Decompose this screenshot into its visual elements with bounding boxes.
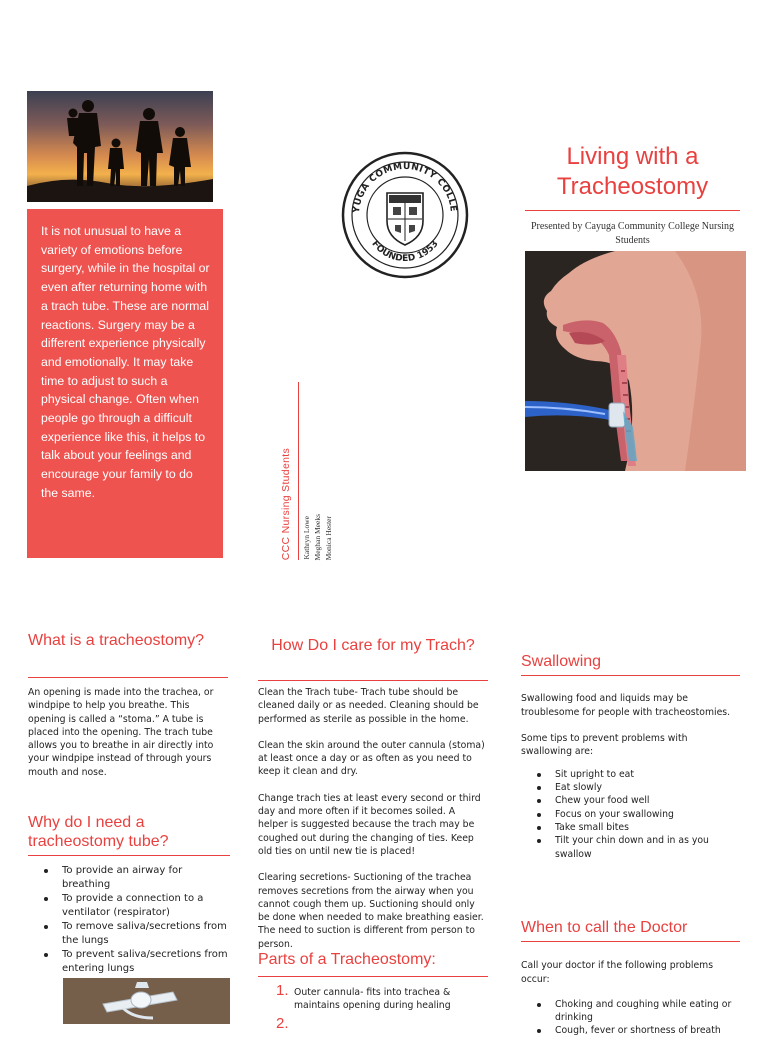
part-text: Outer cannula- fits into trachea & maintains opening during healing xyxy=(294,987,451,1012)
credits-divider xyxy=(298,382,299,560)
doctor-section xyxy=(521,950,740,1038)
what-is-text: An opening is made into the trachea, or windpipe to help you breathe. This opening is called a “stoma.” A tube is placed into the opening. The trach tube allows you to breathe in air directly into your windpipe instead of through yours mouth and nose. xyxy=(28,687,214,778)
credits-panel xyxy=(280,382,340,560)
care-paragraph: Clearing secretions- Suctioning of the trachea removes secretions from the airway when you cannot cough them up. Suctioning should only be done when needed to make breathing easier. The need to suction is different from person to person. xyxy=(258,872,484,950)
title-block xyxy=(525,142,740,202)
swallowing-divider xyxy=(521,675,740,676)
credit-name: Kathryn Lowe xyxy=(302,516,311,560)
list-item: Chew your food well xyxy=(521,794,736,807)
list-item: Focus on your swallowing xyxy=(521,808,736,821)
care-heading: How Do I care for my Trach? xyxy=(271,637,475,654)
list-item: To provide an airway for breathing xyxy=(28,864,233,892)
what-is-heading: What is a tracheostomy? xyxy=(28,632,205,649)
title-divider xyxy=(525,210,740,211)
list-item: Eat slowly xyxy=(521,781,736,794)
list-item: Choking and coughing while eating or drinking xyxy=(521,998,740,1025)
credit-name: Monica Hester xyxy=(324,515,333,560)
credit-name: Meghan Meeks xyxy=(313,513,322,560)
doctor-heading: When to call the Doctor xyxy=(521,919,688,936)
what-is-divider xyxy=(28,677,228,678)
why-need-divider xyxy=(28,855,230,856)
swallowing-tips-intro: Some tips to prevent problems with swallowing are: xyxy=(521,732,688,758)
list-item: Sit upright to eat xyxy=(521,768,736,781)
why-need-list xyxy=(28,864,233,976)
parts-list xyxy=(276,982,488,1032)
care-paragraph: Change trach ties at least every second or third day and more often if it becomes soiled. A helper is suggested because the trach may be coughed out during the changing of ties. Keep old ties on until new tie is placed! xyxy=(258,792,481,857)
brochure-title: Living with a Tracheostomy xyxy=(556,143,709,200)
presented-by-text: Presented by Cayuga Community College Nursing Students xyxy=(530,221,735,246)
list-item: To provide a connection to a ventilator (respirator) xyxy=(28,892,233,920)
why-need-heading: Why do I need a tracheostomy tube? xyxy=(28,814,169,850)
family-silhouette-photo xyxy=(27,91,213,202)
trach-tube-photo xyxy=(63,978,230,1024)
part-number: 2. xyxy=(276,1014,289,1032)
list-item: To remove saliva/secretions from the lungs xyxy=(28,920,233,948)
college-seal-logo xyxy=(341,151,469,279)
list-item: Take small bites xyxy=(521,821,736,834)
seal-top-text: YUGA COMMUNITY COLLE xyxy=(351,161,458,214)
swallowing-section xyxy=(521,683,736,861)
emotions-info-box xyxy=(27,209,223,558)
emotions-text: It is not unusual to have a variety of emotions before surgery, while in the hospital or even after returning home with a trach tube. These are normal reactions. Surgery may be a different experience physically and emotionally. It may take time to adjust to such a physical change. Often when people go through a difficult experience like this, it helps to talk about your feelings and encourage your family to do the same. xyxy=(41,224,210,500)
list-item: Cough, fever or shortness of breath xyxy=(521,1024,740,1037)
care-divider xyxy=(258,680,488,681)
parts-divider xyxy=(258,976,488,977)
credits-title: CCC Nursing Students xyxy=(280,447,292,560)
swallowing-heading: Swallowing xyxy=(521,653,602,670)
care-paragraph: Clean the Trach tube- Trach tube should be cleaned daily or as needed. Cleaning should be performed as sterile as possible in the home. xyxy=(258,687,479,725)
tracheostomy-anatomy-image xyxy=(525,251,746,471)
list-item xyxy=(276,982,488,1013)
swallowing-tips-list xyxy=(521,768,736,861)
care-text xyxy=(258,686,486,964)
swallowing-intro: Swallowing food and liquids may be troublesome for people with tracheostomies. xyxy=(521,693,731,718)
parts-heading: Parts of a Tracheostomy: xyxy=(258,951,436,968)
list-item: Tilt your chin down and in as you swallow xyxy=(521,834,736,861)
doctor-intro: Call your doctor if the following problems occur: xyxy=(521,960,714,985)
part-number: 1. xyxy=(276,982,289,999)
list-item: To prevent saliva/secretions from entering lungs xyxy=(28,948,233,976)
doctor-divider xyxy=(521,941,740,942)
doctor-list xyxy=(521,998,740,1038)
seal-bottom-text: FOUNDED 1953 xyxy=(369,239,441,265)
care-paragraph: Clean the skin around the outer cannula (stoma) at least once a day or as often as you need to keep it clean and dry. xyxy=(258,739,485,778)
